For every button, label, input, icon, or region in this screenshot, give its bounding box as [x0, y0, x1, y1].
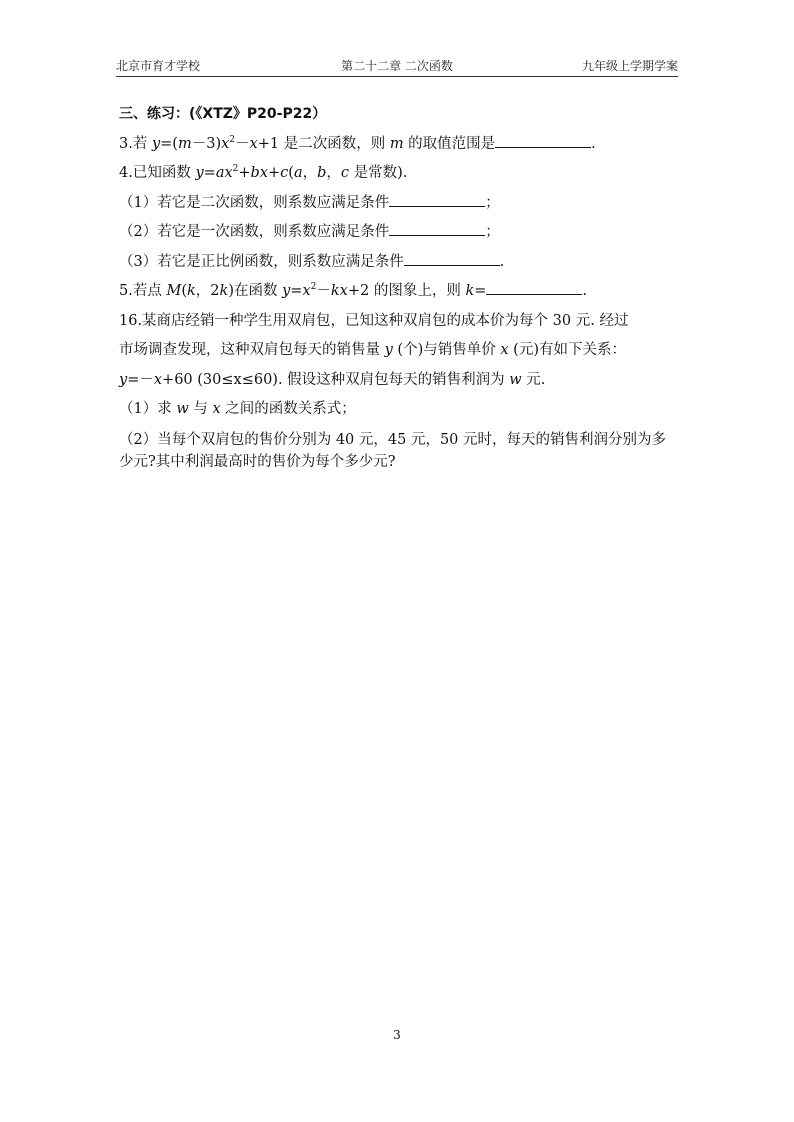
q3-exponent: 2 [229, 134, 236, 145]
q16-text: =－ [127, 371, 154, 388]
header-chapter-title: 第二十二章 二次函数 [341, 59, 453, 73]
question-5 [119, 277, 679, 307]
q16-text: 市场调查发现，这种双肩包每天的销售量 [119, 342, 385, 358]
q5-var-kx: kx [330, 283, 348, 299]
q4-1-answer-blank[interactable] [389, 192, 485, 207]
q16-text: 元. [521, 371, 546, 388]
question-16-part-2: （2）当每个双肩包的售价分别为 40 元，45 元，50 元时，每天的销售利润分别为多少元?其中利润最高时的售价为每个多少元? [119, 431, 667, 470]
q16-var-x: x [153, 371, 163, 388]
q4-var-c: c [280, 165, 289, 181]
q4-1-text: ； [485, 194, 500, 211]
q16-var-y: y [384, 342, 393, 358]
q16-1-var-x: x [212, 401, 221, 417]
q4-var-c: c [340, 165, 350, 181]
q5-var-x: x [302, 283, 311, 299]
q3-answer-blank[interactable] [495, 133, 591, 148]
q16-1-text: 与 [188, 401, 213, 417]
q3-var-x: x [249, 135, 258, 152]
q3-text: +1 是二次函数，则 [257, 135, 390, 152]
q4-text: + [238, 165, 251, 181]
q5-var-k: k [219, 283, 229, 299]
q5-text: +2 的图象上，则 [347, 283, 466, 299]
q3-var-y: y [151, 135, 161, 152]
page-number: 3 [393, 1028, 401, 1042]
q3-text: 的取值范围是 [403, 135, 496, 152]
q16-1-text: 之间的函数关系式； [220, 401, 356, 417]
q4-var-a: a [293, 165, 303, 181]
q3-var-x: x [221, 135, 230, 152]
q4-text: ， [302, 165, 318, 181]
q5-var-k: k [186, 283, 196, 299]
q5-answer-blank[interactable] [486, 280, 582, 295]
q4-2-text: （2）若它是一次函数，则系数应满足条件 [119, 224, 390, 240]
q4-text: + [268, 165, 281, 181]
q4-1-text: （1）若它是二次函数，则系数应满足条件 [119, 194, 390, 211]
q5-text: ，2 [195, 283, 220, 299]
question-16-line-3 [119, 366, 679, 396]
question-16-line-2 [119, 336, 679, 366]
question-16-line-1: 16.某商店经销一种学生用双肩包，已知这种双肩包的成本价为每个 30 元. 经过 [119, 312, 629, 329]
q4-text: 是常数). [349, 165, 408, 181]
q4-text: 4.已知函数 [119, 165, 196, 181]
q3-var-m: m [389, 135, 404, 152]
question-4-part-3 [119, 248, 679, 278]
q5-text: = [290, 283, 303, 299]
q4-var-ax: ax [215, 165, 233, 181]
q4-3-text: （3）若它是正比例函数，则系数应满足条件 [119, 253, 404, 270]
question-4-part-2 [119, 218, 679, 248]
q5-exponent: 2 [310, 282, 317, 292]
q5-var-M: M [166, 283, 182, 299]
q5-text: － [316, 283, 331, 299]
header-divider [116, 76, 678, 77]
q16-var-x: x [500, 342, 509, 358]
q4-3-text: . [499, 253, 505, 270]
header-course-label: 九年级上学期学案 [581, 59, 678, 73]
q4-var-y: y [195, 165, 204, 181]
page-header [116, 57, 678, 75]
q4-var-bx: bx [250, 165, 268, 181]
question-4-part-1 [119, 189, 679, 219]
q5-text: ( [181, 283, 187, 299]
q16-1-text: （1）求 [119, 401, 177, 417]
q5-text: )在函数 [228, 283, 283, 299]
document-body [119, 100, 679, 473]
q3-text: －3) [191, 135, 222, 152]
q5-var-k: k [465, 283, 475, 299]
q4-2-answer-blank[interactable] [389, 221, 485, 236]
q3-text: 3.若 [119, 135, 152, 152]
q3-text: . [591, 135, 596, 152]
q4-var-b: b [317, 165, 327, 181]
q16-text: (个)与销售单价 [392, 342, 501, 358]
question-16-part-1 [119, 395, 679, 425]
q3-var-m: m [177, 135, 192, 152]
q3-text: － [235, 135, 250, 152]
question-3 [119, 130, 679, 160]
header-school-name: 北京市育才学校 [116, 59, 201, 73]
q5-text: . [582, 283, 587, 299]
section-title: 三、练习：(《XTZ》P20-P22） [119, 106, 327, 122]
q5-text: 5.若点 [119, 283, 167, 299]
question-4 [119, 159, 679, 189]
q3-text: =( [160, 135, 178, 152]
q16-text: +60 (30≤x≤60). 假设这种双肩包每天的销售利润为 [162, 371, 510, 388]
q4-text: ， [326, 165, 341, 181]
q16-1-var-w: w [176, 401, 189, 417]
q16-text: (元)有如下关系： [508, 342, 626, 358]
q16-var-w: w [509, 371, 522, 388]
q5-text: = [474, 283, 487, 299]
q4-text: = [203, 165, 216, 181]
q4-2-text: ； [485, 224, 500, 240]
q4-exponent: 2 [232, 164, 239, 174]
q5-var-y: y [282, 283, 291, 299]
q4-text: ( [288, 165, 294, 181]
q4-3-answer-blank[interactable] [404, 251, 500, 266]
q16-var-y: y [119, 371, 128, 388]
